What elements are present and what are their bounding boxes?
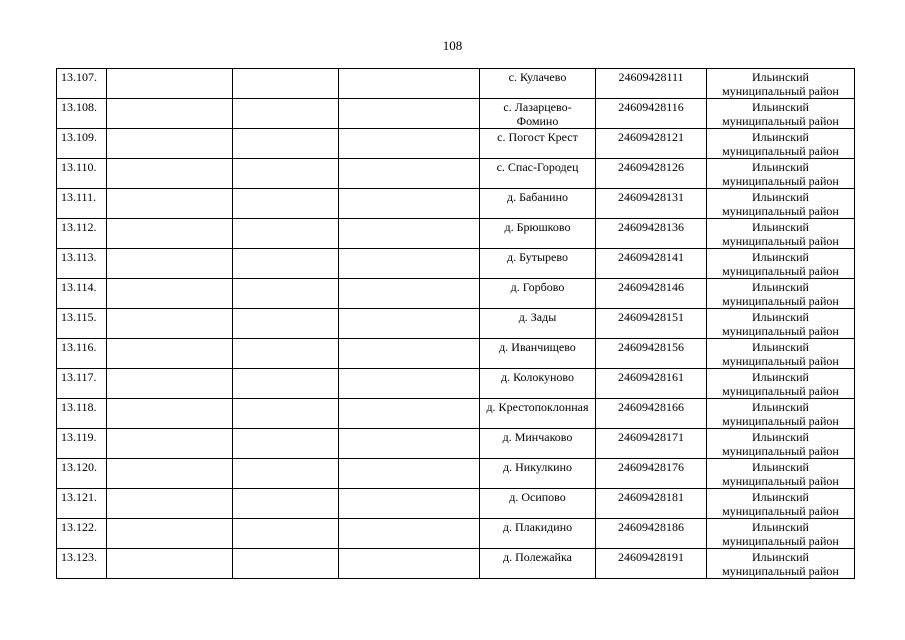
oktmo-code-cell: 24609428186 bbox=[596, 519, 707, 549]
oktmo-code-cell: 24609428161 bbox=[596, 369, 707, 399]
settlement-name-cell: д. Бутырево bbox=[480, 249, 596, 279]
empty-cell bbox=[339, 339, 480, 369]
table-row bbox=[57, 519, 855, 549]
table-row bbox=[57, 459, 855, 489]
empty-cell bbox=[339, 429, 480, 459]
settlement-name-cell: д. Брюшково bbox=[480, 219, 596, 249]
empty-cell bbox=[233, 159, 339, 189]
settlement-name-cell: д. Осипово bbox=[480, 489, 596, 519]
empty-cell bbox=[107, 429, 233, 459]
district-cell: Ильинский муниципальный район bbox=[707, 69, 855, 99]
settlement-name-cell: д. Полежайка bbox=[480, 549, 596, 579]
oktmo-code-cell: 24609428111 bbox=[596, 69, 707, 99]
table-row bbox=[57, 249, 855, 279]
empty-cell bbox=[339, 489, 480, 519]
row-number-cell: 13.121. bbox=[57, 489, 107, 519]
empty-cell bbox=[339, 369, 480, 399]
table-row bbox=[57, 309, 855, 339]
district-cell: Ильинский муниципальный район bbox=[707, 339, 855, 369]
empty-cell bbox=[233, 369, 339, 399]
settlement-name-cell: с. Кулачево bbox=[480, 69, 596, 99]
oktmo-code-cell: 24609428176 bbox=[596, 459, 707, 489]
row-number-cell: 13.120. bbox=[57, 459, 107, 489]
district-cell: Ильинский муниципальный район bbox=[707, 129, 855, 159]
empty-cell bbox=[107, 519, 233, 549]
table-row bbox=[57, 279, 855, 309]
district-cell: Ильинский муниципальный район bbox=[707, 429, 855, 459]
empty-cell bbox=[339, 249, 480, 279]
empty-cell bbox=[107, 219, 233, 249]
empty-cell bbox=[339, 549, 480, 579]
settlement-name-cell: д. Зады bbox=[480, 309, 596, 339]
table-body bbox=[57, 69, 855, 579]
settlement-name-cell: д. Горбово bbox=[480, 279, 596, 309]
empty-cell bbox=[233, 99, 339, 129]
empty-cell bbox=[107, 69, 233, 99]
table-row bbox=[57, 219, 855, 249]
empty-cell bbox=[233, 489, 339, 519]
empty-cell bbox=[233, 189, 339, 219]
settlement-name-cell: д. Крестопоклонная bbox=[480, 399, 596, 429]
row-number-cell: 13.110. bbox=[57, 159, 107, 189]
empty-cell bbox=[107, 129, 233, 159]
oktmo-code-cell: 24609428156 bbox=[596, 339, 707, 369]
table-row bbox=[57, 189, 855, 219]
empty-cell bbox=[107, 369, 233, 399]
row-number-cell: 13.123. bbox=[57, 549, 107, 579]
empty-cell bbox=[339, 69, 480, 99]
settlement-name-cell: с. Погост Крест bbox=[480, 129, 596, 159]
district-cell: Ильинский муниципальный район bbox=[707, 399, 855, 429]
empty-cell bbox=[233, 309, 339, 339]
empty-cell bbox=[339, 99, 480, 129]
empty-cell bbox=[233, 69, 339, 99]
row-number-cell: 13.109. bbox=[57, 129, 107, 159]
oktmo-code-cell: 24609428116 bbox=[596, 99, 707, 129]
oktmo-code-cell: 24609428136 bbox=[596, 219, 707, 249]
empty-cell bbox=[233, 339, 339, 369]
row-number-cell: 13.112. bbox=[57, 219, 107, 249]
empty-cell bbox=[339, 189, 480, 219]
district-cell: Ильинский муниципальный район bbox=[707, 189, 855, 219]
settlement-name-cell: д. Плакидино bbox=[480, 519, 596, 549]
district-cell: Ильинский муниципальный район bbox=[707, 249, 855, 279]
settlement-name-cell: д. Никулкино bbox=[480, 459, 596, 489]
district-cell: Ильинский муниципальный район bbox=[707, 159, 855, 189]
oktmo-code-cell: 24609428126 bbox=[596, 159, 707, 189]
empty-cell bbox=[339, 159, 480, 189]
district-cell: Ильинский муниципальный район bbox=[707, 309, 855, 339]
table-row bbox=[57, 429, 855, 459]
empty-cell bbox=[339, 279, 480, 309]
oktmo-code-cell: 24609428151 bbox=[596, 309, 707, 339]
row-number-cell: 13.117. bbox=[57, 369, 107, 399]
table-row bbox=[57, 99, 855, 129]
settlement-name-cell: д. Иванчищево bbox=[480, 339, 596, 369]
row-number-cell: 13.114. bbox=[57, 279, 107, 309]
empty-cell bbox=[107, 279, 233, 309]
empty-cell bbox=[233, 519, 339, 549]
empty-cell bbox=[339, 459, 480, 489]
empty-cell bbox=[233, 459, 339, 489]
table-row bbox=[57, 159, 855, 189]
district-cell: Ильинский муниципальный район bbox=[707, 549, 855, 579]
empty-cell bbox=[107, 159, 233, 189]
oktmo-code-cell: 24609428131 bbox=[596, 189, 707, 219]
row-number-cell: 13.108. bbox=[57, 99, 107, 129]
table-row bbox=[57, 369, 855, 399]
empty-cell bbox=[107, 99, 233, 129]
empty-cell bbox=[107, 309, 233, 339]
empty-cell bbox=[339, 309, 480, 339]
empty-cell bbox=[107, 339, 233, 369]
district-cell: Ильинский муниципальный район bbox=[707, 99, 855, 129]
settlement-name-cell: д. Бабанино bbox=[480, 189, 596, 219]
empty-cell bbox=[233, 279, 339, 309]
district-cell: Ильинский муниципальный район bbox=[707, 459, 855, 489]
row-number-cell: 13.116. bbox=[57, 339, 107, 369]
oktmo-code-cell: 24609428146 bbox=[596, 279, 707, 309]
empty-cell bbox=[339, 399, 480, 429]
settlement-table bbox=[56, 68, 855, 579]
district-cell: Ильинский муниципальный район bbox=[707, 489, 855, 519]
empty-cell bbox=[107, 399, 233, 429]
district-cell: Ильинский муниципальный район bbox=[707, 519, 855, 549]
row-number-cell: 13.111. bbox=[57, 189, 107, 219]
oktmo-code-cell: 24609428141 bbox=[596, 249, 707, 279]
empty-cell bbox=[233, 249, 339, 279]
table-row bbox=[57, 489, 855, 519]
empty-cell bbox=[233, 219, 339, 249]
district-cell: Ильинский муниципальный район bbox=[707, 369, 855, 399]
empty-cell bbox=[107, 249, 233, 279]
oktmo-code-cell: 24609428121 bbox=[596, 129, 707, 159]
empty-cell bbox=[233, 429, 339, 459]
row-number-cell: 13.119. bbox=[57, 429, 107, 459]
oktmo-code-cell: 24609428171 bbox=[596, 429, 707, 459]
oktmo-code-cell: 24609428166 bbox=[596, 399, 707, 429]
empty-cell bbox=[107, 489, 233, 519]
empty-cell bbox=[107, 189, 233, 219]
row-number-cell: 13.122. bbox=[57, 519, 107, 549]
row-number-cell: 13.113. bbox=[57, 249, 107, 279]
empty-cell bbox=[233, 399, 339, 429]
oktmo-code-cell: 24609428191 bbox=[596, 549, 707, 579]
row-number-cell: 13.115. bbox=[57, 309, 107, 339]
row-number-cell: 13.107. bbox=[57, 69, 107, 99]
empty-cell bbox=[339, 219, 480, 249]
table-row bbox=[57, 339, 855, 369]
empty-cell bbox=[233, 549, 339, 579]
district-cell: Ильинский муниципальный район bbox=[707, 219, 855, 249]
settlement-name-cell: д. Минчаково bbox=[480, 429, 596, 459]
oktmo-code-cell: 24609428181 bbox=[596, 489, 707, 519]
empty-cell bbox=[339, 519, 480, 549]
district-cell: Ильинский муниципальный район bbox=[707, 279, 855, 309]
settlement-name-cell: с. Лазарцево-Фомино bbox=[480, 99, 596, 129]
empty-cell bbox=[233, 129, 339, 159]
table-row bbox=[57, 129, 855, 159]
settlement-name-cell: с. Спас-Городец bbox=[480, 159, 596, 189]
table-row bbox=[57, 549, 855, 579]
row-number-cell: 13.118. bbox=[57, 399, 107, 429]
settlement-name-cell: д. Колокуново bbox=[480, 369, 596, 399]
empty-cell bbox=[107, 459, 233, 489]
table-row bbox=[57, 69, 855, 99]
empty-cell bbox=[107, 549, 233, 579]
empty-cell bbox=[339, 129, 480, 159]
page-number: 108 bbox=[442, 38, 463, 53]
table-row bbox=[57, 399, 855, 429]
